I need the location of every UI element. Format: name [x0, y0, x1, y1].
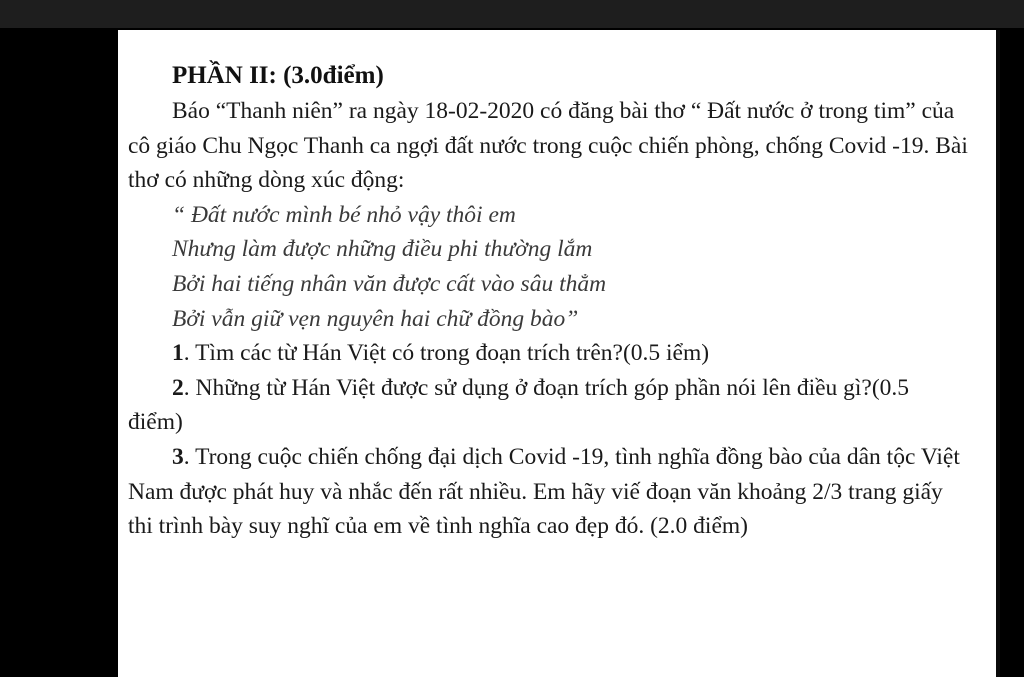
page-edge [996, 30, 1000, 677]
poem-line-2: Nhưng làm được những điều phi thường lắm [172, 236, 593, 263]
question-1-text: . Tìm các từ Hán Việt có trong đoạn trích trên?(0.5 iểm) [183, 340, 710, 367]
document-body [128, 58, 968, 544]
question-2-text: . Những từ Hán Việt được sử dụng ở đoạn trích góp phần nói lên điều gì?(0.5 điểm) [128, 374, 910, 436]
question-2-number: 2 [172, 374, 184, 401]
question-1-number: 1 [172, 340, 184, 367]
question-3 [128, 440, 968, 544]
question-1 [128, 336, 968, 371]
poem-line-4: Bởi vẫn giữ vẹn nguyên hai chữ đồng bào” [172, 305, 579, 332]
window-top-bar [0, 0, 1024, 28]
document-page [118, 30, 998, 677]
intro-paragraph: Báo “Thanh niên” ra ngày 18-02-2020 có đăng bài thơ “ Đất nước ở trong tim” của cô giáo Chu Ngọc Thanh ca ngợi đất nước trong cuộc chiến phòng, chống Covid -19. Bài thơ có những dòng xúc động: [128, 98, 968, 194]
question-3-text: . Trong cuộc chiến chống đại dịch Covid -19, tình nghĩa đồng bào của dân tộc Việt Nam được phát huy và nhắc đến rất nhiều. Em hãy viế đoạn văn khoảng 2/3 trang giấy thi trình bày suy nghĩ của em về tình nghĩa cao đẹp đó. (2.0 điểm) [128, 443, 960, 540]
question-2 [128, 371, 968, 440]
poem-line-3: Bởi hai tiếng nhân văn được cất vào sâu thẳm [172, 270, 607, 297]
poem-line-1: “ Đất nước mình bé nhỏ vậy thôi em [172, 201, 516, 228]
question-3-number: 3 [172, 443, 184, 470]
section-heading: PHẦN II: (3.0điểm) [172, 62, 384, 89]
